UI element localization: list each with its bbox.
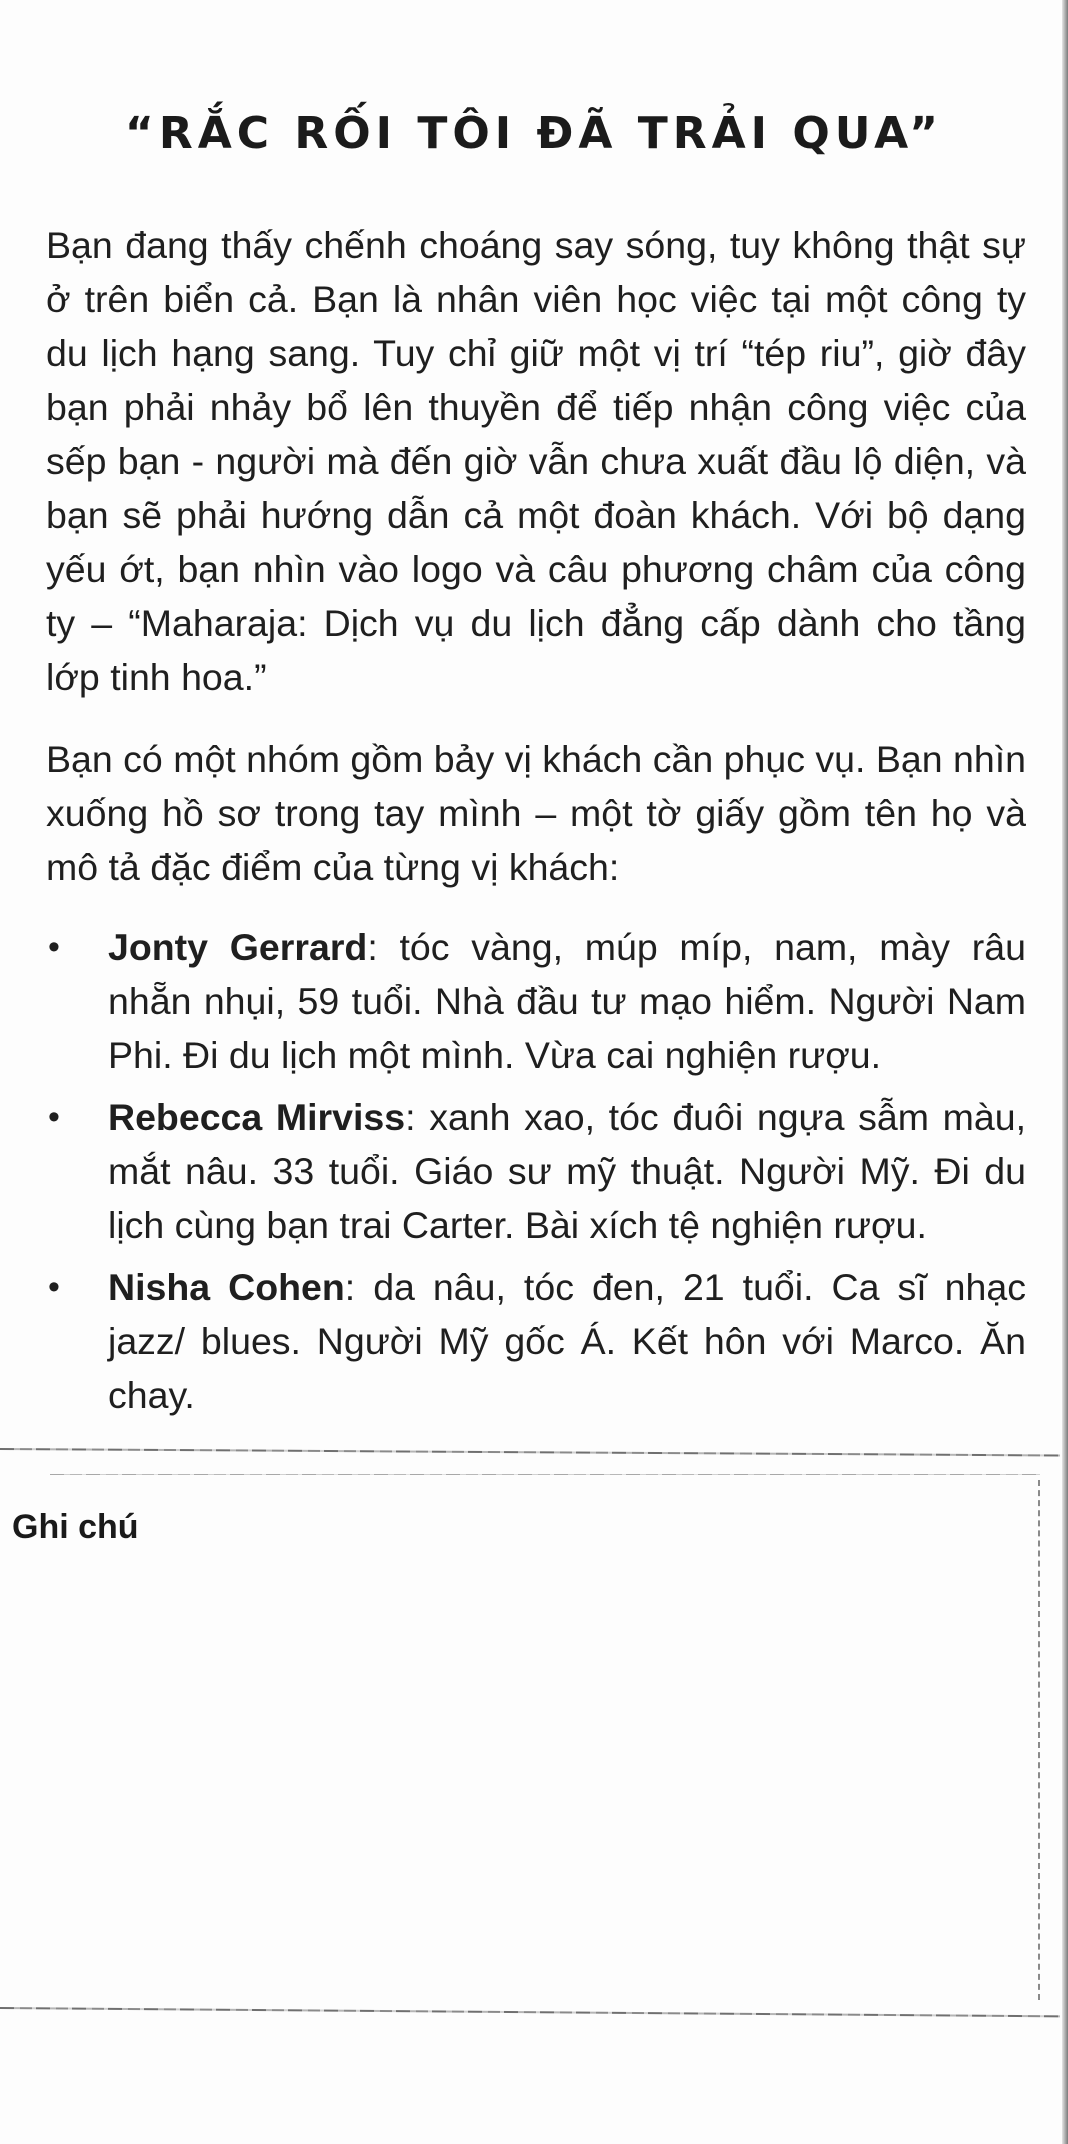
notes-area[interactable]	[0, 1480, 1040, 2000]
body-text	[46, 218, 1026, 1430]
notes-top-divider	[0, 1448, 1060, 1456]
notes-bottom-divider	[0, 2007, 1060, 2017]
guest-item-jonty-gerrard	[46, 920, 1026, 1082]
guest-item-nisha-cohen	[46, 1260, 1026, 1422]
guest-item-rebecca-mirviss	[46, 1090, 1026, 1252]
notes-label: Ghi chú	[12, 1508, 139, 1546]
page-title: “RẮC RỐI TÔI ĐÃ TRẢI QUA”	[124, 108, 944, 159]
guest-description: : tóc vàng, múp míp, nam, mày râu nhẵn nhụi, 59 tuổi. Nhà đầu tư mạo hiểm. Người Nam Phi. Đi du lịch một mình. Vừa cai nghiện rượu.	[108, 926, 1026, 1076]
guest-name: Rebecca Mirviss	[108, 1096, 406, 1138]
guest-list	[46, 920, 1026, 1422]
bullet-icon: •	[48, 928, 60, 966]
guest-description: : da nâu, tóc đen, 21 tuổi. Ca sĩ nhạc jazz/ blues. Người Mỹ gốc Á. Kết hôn với Marco. Ăn chay.	[108, 1266, 1026, 1416]
guest-name: Jonty Gerrard	[108, 926, 368, 968]
guest-intro-paragraph: Bạn có một nhóm gồm bảy vị khách cần phục vụ. Bạn nhìn xuống hồ sơ trong tay mình – một tờ giấy gồm tên họ và mô tả đặc điểm của từng vị khách:	[46, 738, 1026, 888]
bullet-icon: •	[48, 1268, 60, 1306]
bullet-icon: •	[48, 1098, 60, 1136]
intro-paragraph: Bạn đang thấy chếnh choáng say sóng, tuy không thật sự ở trên biển cả. Bạn là nhân viên học việc tại một công ty du lịch hạng sang. Tuy chỉ giữ một vị trí “tép riu”, giờ đây bạn phải nhảy bổ lên thuyền để tiếp nhận công việc của sếp bạn - người mà đến giờ vẫn chưa xuất đầu lộ diện, và bạn sẽ phải hướng dẫn cả một đoàn khách. Với bộ dạng yếu ớt, bạn nhìn vào logo và câu phương châm của công ty – “Maharaja: Dịch vụ du lịch đẳng cấp dành cho tầng lớp tinh hoa.”	[46, 224, 1026, 698]
guest-name: Nisha Cohen	[108, 1266, 345, 1308]
page-edge-shadow	[1062, 0, 1068, 2144]
notes-top-divider-secondary	[50, 1474, 1040, 1475]
guest-description: : xanh xao, tóc đuôi ngựa sẫm màu, mắt nâu. 33 tuổi. Giáo sư mỹ thuật. Người Mỹ. Đi du lịch cùng bạn trai Carter. Bài xích tệ nghiện rượu.	[108, 1096, 1026, 1246]
